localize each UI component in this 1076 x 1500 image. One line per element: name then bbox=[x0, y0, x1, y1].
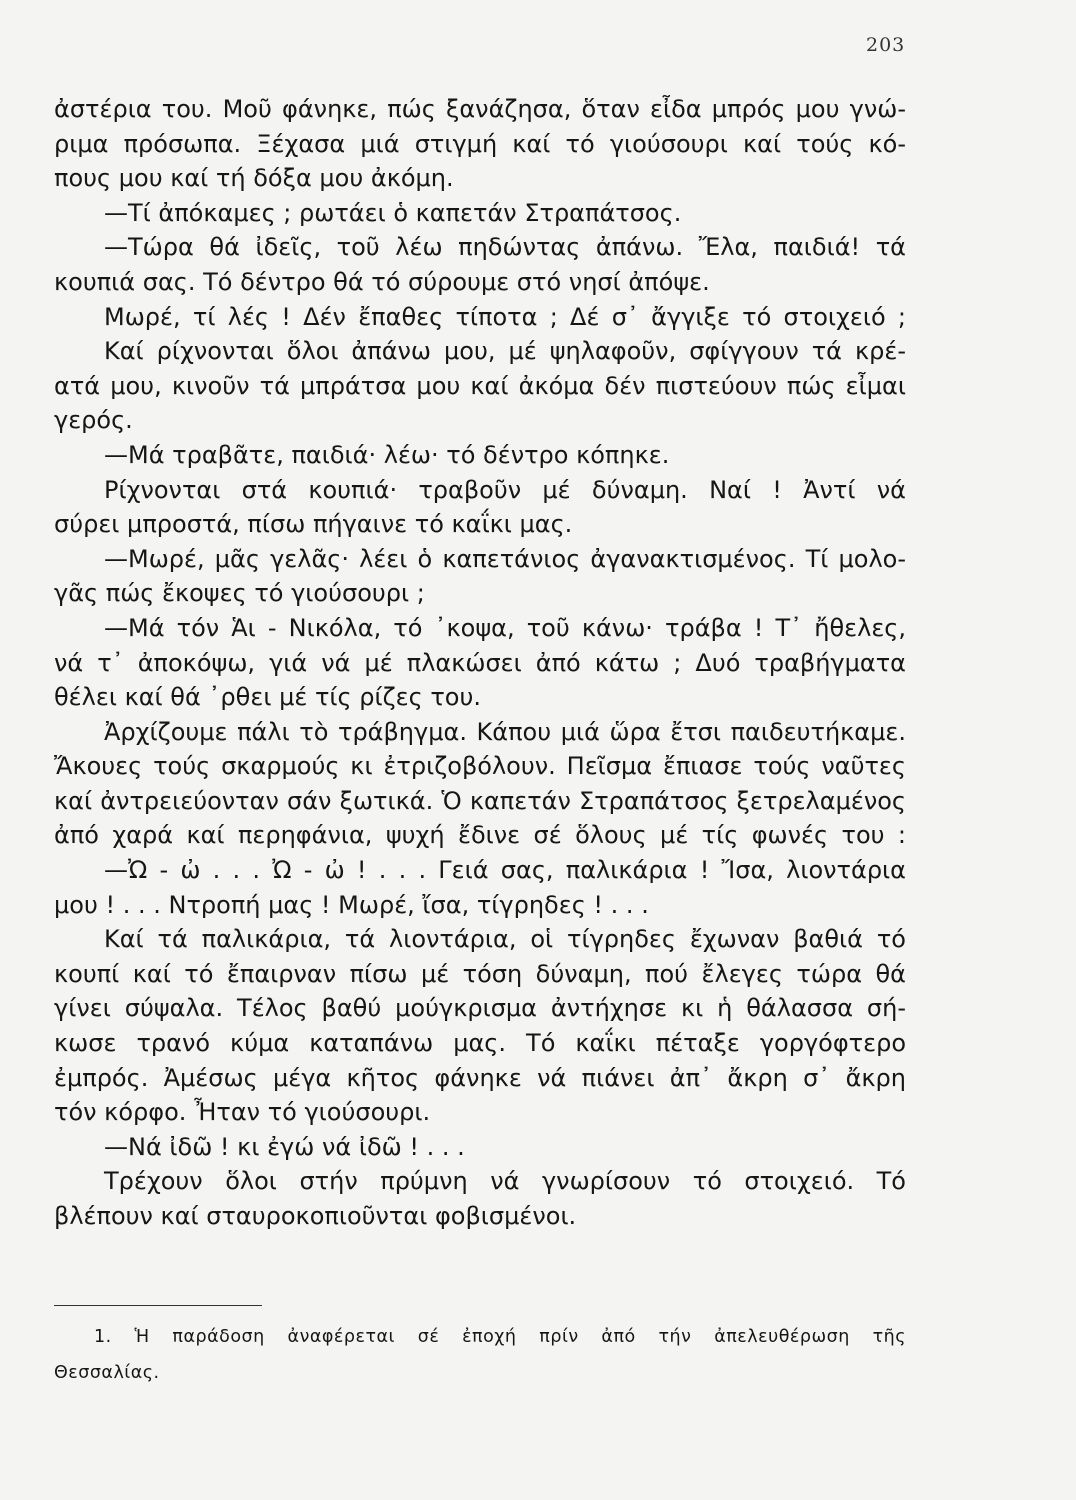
text-line: θέλει καί θά ᾿ρθει μέ τίς ρίζες του. bbox=[54, 683, 481, 712]
text-line: —Τώρα θά ἰδεῖς, τοῦ λέω πηδώντας ἀπάνω. Ἔλα, παιδιά! τά bbox=[104, 233, 906, 262]
text-line: μου ! . . . Ντροπή μας ! Μωρέ, ἴσα, τίγρηδες ! . . . bbox=[54, 890, 649, 919]
text-line: σύρει μπροστά, πίσω πήγαινε τό καΐκι μας. bbox=[54, 510, 573, 539]
footnote-line: 1. Ἡ παράδοση ἀναφέρεται σέ ἐποχή πρίν ἀπό τήν ἀπελευθέρωση τῆς bbox=[94, 1327, 906, 1347]
text-line: νά τ᾿ ἀποκόψω, γιά νά μέ πλακώσει ἀπό κάτω ; Δυό τραβήγματα bbox=[54, 648, 906, 677]
text-line: —Νά ἰδῶ ! κι ἐγώ νά ἰδῶ ! . . . bbox=[104, 1132, 465, 1161]
text-line: Μωρέ, τί λές ! Δέν ἔπαθες τίποτα ; Δέ σ᾿ ἄγγιξε τό στοιχειό ; bbox=[104, 302, 906, 331]
text-line: Ἄκουες τούς σκαρμούς κι ἐτριζοβόλουν. Πεῖσμα ἔπιασε τούς ναῦτες bbox=[54, 752, 906, 781]
text-line: —Μωρέ, μᾶς γελᾶς· λέει ὁ καπετάνιος ἀγανακτισμένος. Τί μολο- bbox=[104, 544, 906, 573]
text-line: κωσε τρανό κύμα καταπάνω μας. Τό καΐκι πέταξε γοργόφτερο bbox=[54, 1029, 906, 1058]
text-line: —Μά τραβᾶτε, παιδιά· λέω· τό δέντρο κόπηκε. bbox=[104, 440, 670, 469]
text-line: ἐμπρός. Ἀμέσως μέγα κῆτος φάνηκε νά πιάνει ἀπ᾿ ἄκρη σ᾿ ἄκρη bbox=[54, 1063, 906, 1092]
text-line: γᾶς πώς ἔκοψες τό γιούσουρι ; bbox=[54, 579, 425, 608]
text-line: γερός. bbox=[54, 406, 133, 435]
text-line: Καί ρίχνονται ὅλοι ἀπάνω μου, μέ ψηλαφοῦν, σφίγγουν τά κρέ- bbox=[104, 337, 906, 366]
footnote-line: Θεσσαλίας. bbox=[54, 1363, 160, 1383]
text-line: —Μά τόν Ἁι - Νικόλα, τό ᾿κοψα, τοῦ κάνω· τράβα ! Τ᾿ ἤθελες, bbox=[104, 613, 906, 642]
text-line: Τρέχουν ὅλοι στήν πρύμνη νά γνωρίσουν τό στοιχειό. Τό bbox=[104, 1167, 906, 1196]
text-line: πους μου καί τή δόξα μου ἀκόμη. bbox=[54, 164, 454, 193]
text-line: —Τί ἀπόκαμες ; ρωτάει ὁ καπετάν Στραπάτσος. bbox=[104, 198, 682, 227]
text-line: —Ὠ - ὠ . . . Ὠ - ὠ ! . . . Γειά σας, παλικάρια ! Ἴσα, λιοντάρια bbox=[104, 856, 906, 885]
text-line: κουπιά σας. Τό δέντρο θά τό σύρουμε στό νησί ἀπόψε. bbox=[54, 267, 710, 296]
text-line: ἀστέρια του. Μοῦ φάνηκε, πώς ξανάζησα, ὅταν εἶδα μπρός μου γνώ- bbox=[54, 95, 906, 123]
text-line: ριμα πρόσωπα. Ξέχασα μιά στιγμή καί τό γιούσουρι καί τούς κό- bbox=[54, 129, 906, 158]
footnote bbox=[54, 1319, 906, 1391]
text-line: ατά μου, κινοῦν τά μπράτσα μου καί ἀκόμα δέν πιστεύουν πώς εἶμαι bbox=[54, 371, 906, 400]
text-line: Καί τά παλικάρια, τά λιοντάρια, οἱ τίγρηδες ἔχωναν βαθιά τό bbox=[104, 925, 906, 954]
text-line: ἀπό χαρά καί περηφάνια, ψυχή ἔδινε σέ ὅλους μέ τίς φωνές του : bbox=[54, 821, 906, 850]
text-line: Ρίχνονται στά κουπιά· τραβοῦν μέ δύναμη. Ναί ! Ἀντί νά bbox=[104, 475, 906, 504]
text-line: βλέπουν καί σταυροκοπιοῦνται φοβισμένοι. bbox=[54, 1202, 577, 1230]
text-line: κουπί καί τό ἔπαιρναν πίσω μέ τόση δύναμη, πού ἔλεγες τώρα θά bbox=[54, 959, 906, 988]
body-text bbox=[54, 92, 906, 1234]
text-line: Ἀρχίζουμε πάλι τὸ τράβηγμα. Κάπου μιά ὥρα ἔτσι παιδευτήκαμε. bbox=[104, 717, 906, 746]
text-line: καί ἀντρειεύονταν σάν ξωτικά. Ὁ καπετάν Στραπάτσος ξετρελαμένος bbox=[54, 786, 906, 815]
text-line: γίνει σύψαλα. Τέλος βαθύ μούγκρισμα ἀντήχησε κι ἡ θάλασσα σή- bbox=[54, 994, 906, 1023]
page-number: 203 bbox=[866, 34, 906, 56]
footnote-divider bbox=[54, 1305, 262, 1306]
text-line: τόν κόρφο. Ἦταν τό γιούσουρι. bbox=[54, 1098, 431, 1127]
